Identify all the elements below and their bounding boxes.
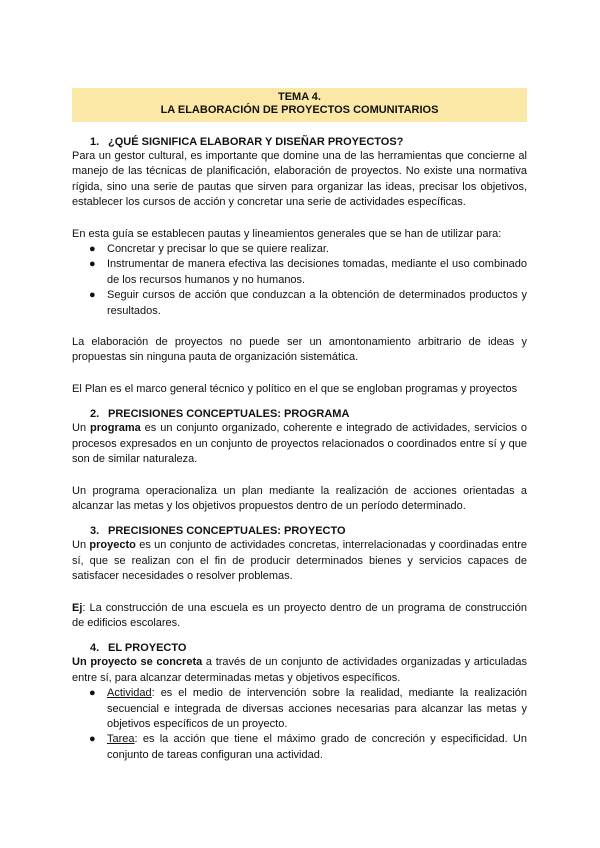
section-2-paragraph-1: Un programa es un conjunto organizado, coherente e integrado de actividades, servicios o procesos expresados en un conjunto de proyectos relacionados o coordinados entre sí y que son de similar naturaleza. <box>72 422 528 466</box>
section-3-paragraph-1: Un proyecto es un conjunto de actividades concretas, interrelacionadas y coordinadas entre sí, que se realizan con el fin de producir determinados bienes y servicios capaces de satisfacer necesidades o resolver problemas. <box>72 539 527 583</box>
section-1-paragraph-3: La elaboración de proyectos no puede ser un amontonamiento arbitrario de ideas y propuestas sin ninguna pauta de organización sistemática. <box>72 336 527 364</box>
section-1-paragraph-1: Para un gestor cultural, es importante que domine una de las herramientas que concierne al manejo de las técnicas de planificación, elaboración de proyectos. No existe una normativa rígida, sino una serie de pautas que sirven para organizar las ideas, precisar los objetivos, establecer los cursos de acción y concretar una serie de actividades específicas. <box>72 150 527 209</box>
section-4-paragraph-1: Un proyecto se concreta a través de un conjunto de actividades organizadas y articuladas entre sí, para alcanzar determinadas metas y objetivos específicos. <box>72 656 527 684</box>
section-4-bullet-list <box>72 686 527 763</box>
list-item: ● Actividad: es el medio de intervención sobre la realidad, mediante la realización secuencial e integrada de diversas acciones necesarias para alcanzar las metas y objetivos específicos de un proyecto. <box>89 687 527 730</box>
section-2-heading: 2. PRECISIONES CONCEPTUALES: PROGRAMA <box>90 408 350 421</box>
list-item: ● Tarea: es la acción que tiene el máximo grado de concreción y especificidad. Un conjunto de tareas configuran una actividad. <box>89 733 527 761</box>
section-1-heading: 1. ¿QUÉ SIGNIFICA ELABORAR Y DISEÑAR PROYECTOS? <box>90 136 404 148</box>
section-3-heading: 3. PRECISIONES CONCEPTUALES: PROYECTO <box>90 525 346 538</box>
list-item: ● Seguir cursos de acción que conduzcan a la obtención de determinados productos y resultados. <box>89 289 527 317</box>
section-4-heading: 4. EL PROYECTO <box>90 642 187 655</box>
topic-number: TEMA 4. <box>278 91 321 103</box>
section-1-paragraph-2: En esta guía se establecen pautas y lineamientos generales que se han de utilizar para: <box>72 227 502 240</box>
topic-title: LA ELABORACIÓN DE PROYECTOS COMUNITARIOS <box>160 104 439 116</box>
document-page <box>72 88 527 763</box>
section-3-example: Ej: La construcción de una escuela es un proyecto dentro de un programa de construcción de edificios escolares. <box>72 601 527 629</box>
section-1-bullet-list <box>72 242 527 319</box>
list-item: ● Concretar y precisar lo que se quiere realizar. <box>89 243 329 256</box>
topic-banner <box>72 88 527 122</box>
section-2-paragraph-2: Un programa operacionaliza un plan mediante la realización de acciones orientadas a alcanzar las metas y los objetivos propuestos dentro de un período determinado. <box>72 484 527 512</box>
section-1-paragraph-4: El Plan es el marco general técnico y político en el que se engloban programas y proyectos <box>72 382 518 395</box>
list-item: ● Instrumentar de manera efectiva las decisiones tomadas, mediante el uso combinado de los recursos humanos y no humanos. <box>89 258 527 286</box>
